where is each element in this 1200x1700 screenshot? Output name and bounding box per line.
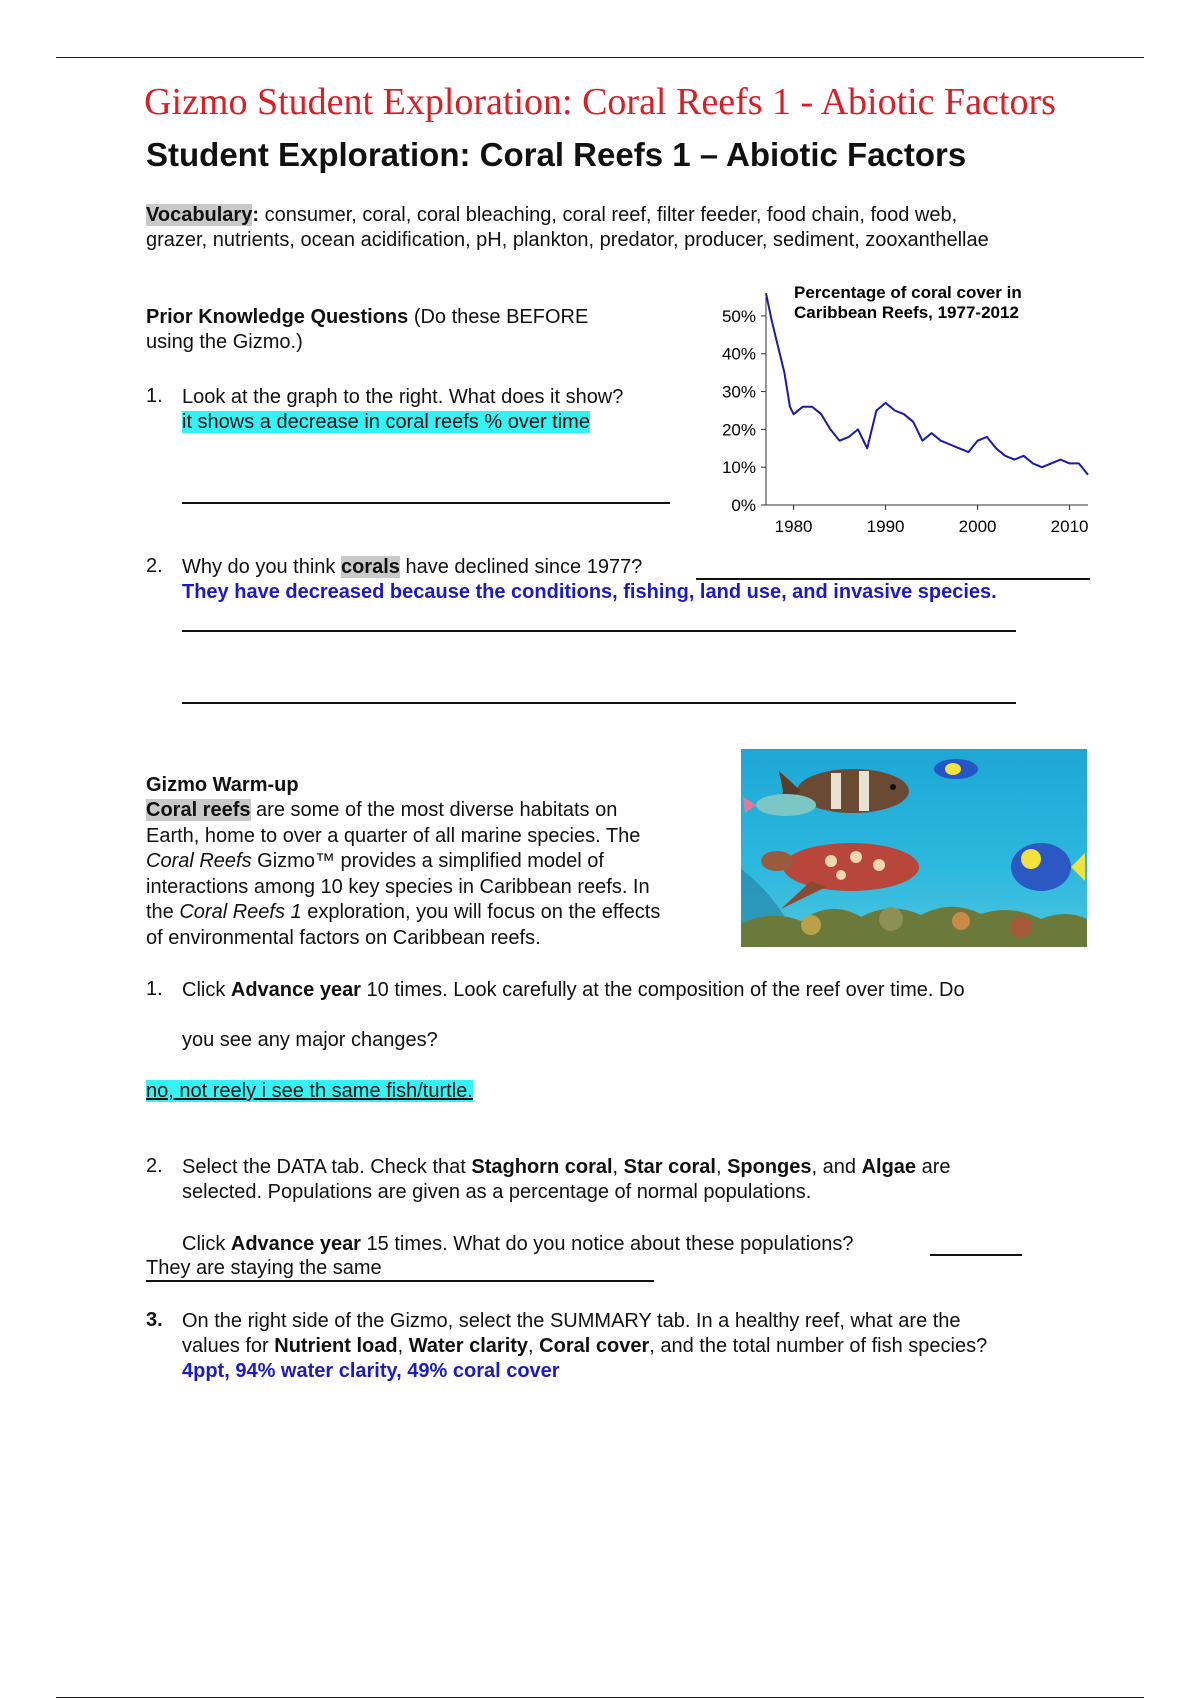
warmup-q1-answer-block — [146, 1079, 473, 1104]
warmup-q1-line2: you see any major changes? — [182, 1029, 438, 1051]
prior-q1-answer[interactable]: it shows a decrease in coral reefs % over time — [182, 411, 590, 433]
prior-q2-number: 2. — [146, 555, 163, 577]
vocabulary-terms-line2: grazer, nutrients, ocean acidification, pH, plankton, predator, producer, sediment, zooxanthellae — [146, 229, 989, 251]
prior-q1 — [182, 385, 623, 435]
y-tick-label: 20% — [721, 420, 756, 440]
y-tick-label: 40% — [721, 344, 756, 364]
warmup-q2b-bold: Advance year — [230, 1233, 361, 1255]
x-tick-label: 2010 — [1050, 517, 1089, 536]
warmup-q3-water-clarity: Water clarity — [408, 1335, 529, 1357]
warmup-q3-number: 3. — [146, 1309, 163, 1331]
x-tick-label: 1990 — [866, 517, 905, 536]
warmup-q2-answer-line — [146, 1280, 654, 1282]
warmup-line2: Earth, home to over a quarter of all marine species. The — [146, 824, 641, 847]
warmup-q1-pre: Click — [182, 979, 231, 1001]
warmup-q2-sponges: Sponges — [727, 1156, 812, 1178]
prior-q2 — [182, 555, 997, 605]
warmup-q3-nutrient-load: Nutrient load — [274, 1335, 398, 1357]
warmup-q3-answer[interactable]: 4ppt, 94% water clarity, 49% coral cover — [182, 1360, 560, 1382]
prior-q2-answer-line-3 — [182, 702, 1016, 704]
prior-knowledge-heading — [146, 305, 588, 355]
warmup-q2-a: Select the DATA tab. Check that — [182, 1156, 472, 1178]
warmup-q3 — [182, 1309, 987, 1384]
warmup-q1 — [182, 978, 965, 1003]
warmup-q2-i: are — [916, 1156, 951, 1178]
bottom-rule — [56, 1697, 1144, 1698]
warmup-q2-star-coral: Star coral — [623, 1156, 716, 1178]
warmup-line5-italic: Coral Reefs 1 — [179, 901, 302, 923]
chart-x-ticks — [775, 505, 1089, 536]
prior-q1-answer-line — [182, 502, 670, 504]
warmup-line6: of environmental factors on Caribbean reefs. — [146, 926, 541, 949]
vocabulary-label: Vocabulary — [146, 204, 253, 226]
coral-cover-chart — [690, 275, 1100, 545]
warmup-q3-e: , — [528, 1335, 540, 1357]
y-tick-label: 50% — [721, 306, 756, 326]
prior-q1-text: Look at the graph to the right. What does it show? — [182, 386, 624, 408]
warmup-highlight: Coral reefs — [146, 799, 251, 821]
warmup-line3-italic: Coral Reefs — [146, 850, 252, 872]
vocabulary-colon: : — [252, 204, 260, 226]
vocabulary-block — [146, 203, 1156, 253]
warmup-q2b-answer-line — [930, 1254, 1022, 1256]
warmup-line5-pre: the — [146, 901, 180, 923]
prior-q2-answer-line-1 — [696, 578, 1090, 580]
page-title: Student Exploration: Coral Reefs 1 – Abiotic Factors — [146, 136, 967, 173]
prior-heading-line2: using the Gizmo.) — [146, 331, 303, 353]
prior-heading-rest: (Do these BEFORE — [408, 306, 589, 328]
warmup-q1-answer[interactable]: no, not reely i see th same fish/turtle. — [146, 1080, 473, 1102]
prior-q2-answer[interactable]: They have decreased because the conditions, fishing, land use, and invasive species. — [182, 581, 997, 603]
warmup-q2 — [182, 1155, 951, 1205]
warmup-heading: Gizmo Warm-up — [146, 774, 299, 796]
top-rule — [56, 57, 1144, 58]
prior-q2-pre: Why do you think — [182, 556, 341, 578]
warmup-q2-e: , — [715, 1156, 728, 1178]
warmup-line1: are some of the most diverse habitats on — [250, 799, 618, 821]
warmup-q1-number: 1. — [146, 978, 163, 1000]
warmup-q2b-rest: 15 times. What do you notice about these populations? — [360, 1233, 854, 1255]
prior-q2-answer-line-2 — [182, 630, 1016, 632]
blue-tang-icon — [934, 759, 978, 779]
prior-q1-number: 1. — [146, 385, 163, 407]
warmup-q1-rest: 10 times. Look carefully at the composition of the reef over time. Do — [360, 979, 965, 1001]
chart-title-line1: Percentage of coral cover in — [794, 283, 1022, 302]
warmup-q2b-pre: Click — [182, 1233, 231, 1255]
warmup-q1-bold: Advance year — [230, 979, 361, 1001]
warmup-q2-algae: Algae — [861, 1156, 917, 1178]
x-tick-label: 2000 — [958, 517, 997, 536]
y-tick-label: 0% — [731, 496, 756, 515]
warmup-line3: Gizmo™ provides a simplified model of — [251, 850, 604, 872]
prior-q2-post: have declined since 1977? — [399, 556, 643, 578]
warmup-q2-answer[interactable]: They are staying the same — [146, 1257, 382, 1279]
prior-q2-highlight: corals — [340, 556, 400, 578]
warmup-line5: exploration, you will focus on the effects — [301, 901, 661, 923]
warmup-q2b — [182, 1232, 854, 1257]
prior-heading-bold: Prior Knowledge Questions — [146, 306, 409, 328]
warmup-q2-staghorn: Staghorn coral — [471, 1156, 613, 1178]
warmup-q2-g: , and — [811, 1156, 862, 1178]
chart-title-line2: Caribbean Reefs, 1977-2012 — [794, 303, 1019, 322]
y-tick-label: 30% — [721, 382, 756, 402]
warmup-q2-c: , — [612, 1156, 624, 1178]
warmup-q3-c: , — [397, 1335, 409, 1357]
coral-reef-image — [741, 749, 1087, 947]
vocabulary-terms-line1: consumer, coral, coral bleaching, coral reef, filter feeder, food chain, food web, — [259, 204, 958, 226]
chart-y-ticks — [722, 307, 766, 515]
x-tick-label: 1980 — [774, 517, 813, 536]
y-tick-label: 10% — [721, 458, 756, 478]
site-title: Gizmo Student Exploration: Coral Reefs 1 - Abiotic Factors — [144, 81, 1056, 123]
warmup-q3-line1: On the right side of the Gizmo, select the SUMMARY tab. In a healthy reef, what are the — [182, 1310, 961, 1332]
warmup-q3-coral-cover: Coral cover — [539, 1335, 650, 1357]
warmup-q2-number: 2. — [146, 1155, 163, 1177]
warmup-q3-a: values for — [182, 1335, 275, 1357]
warmup-paragraph — [146, 798, 660, 951]
warmup-line4: interactions among 10 key species in Caribbean reefs. In — [146, 875, 650, 898]
warmup-q3-g: , and the total number of fish species? — [649, 1335, 988, 1357]
warmup-q2-line2: selected. Populations are given as a percentage of normal populations. — [182, 1181, 812, 1203]
